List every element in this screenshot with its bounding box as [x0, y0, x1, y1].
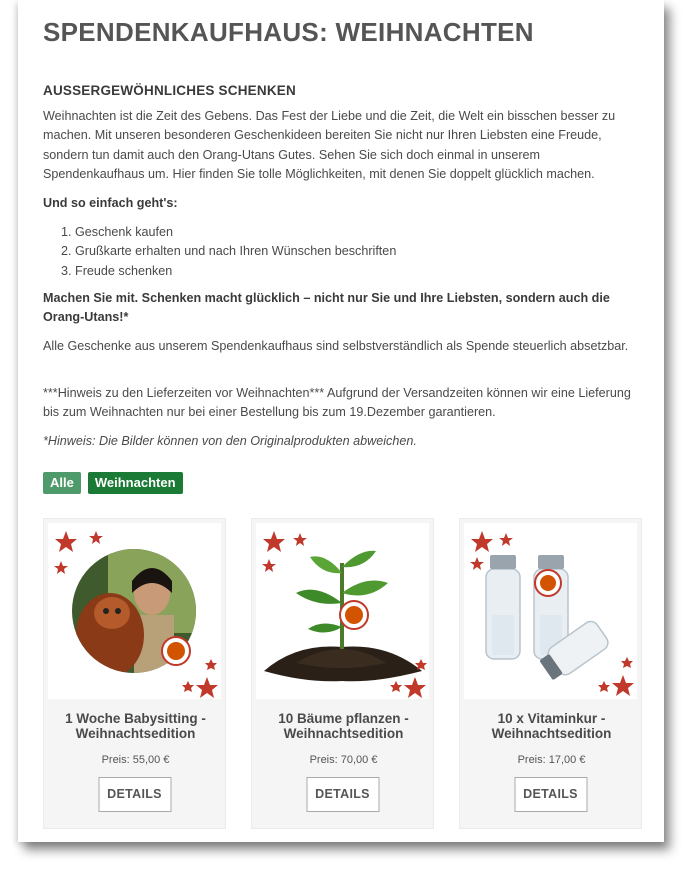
vitamin-vials-photo-icon[interactable] — [464, 523, 637, 699]
step-item: 2. Grußkarte erhalten und nach Ihren Wünschen beschriften — [75, 242, 643, 261]
product-price: Preis: 70,00 € — [309, 754, 378, 766]
product-card[interactable] — [251, 518, 434, 829]
tree-seedling-photo-icon[interactable] — [256, 523, 429, 699]
filter-christmas-button[interactable]: Weihnachten — [88, 472, 183, 494]
delivery-note: ***Hinweis zu den Lieferzeiten vor Weihnachten*** Aufgrund der Versandzeiten können wir eine Lieferung bis zum Weihnachten nur bei einer Bestellung bis zum 19.Dezember garantieren. — [43, 386, 631, 420]
page-title: SPENDENKAUFHAUS: WEIHNACHTEN — [43, 17, 534, 47]
product-title[interactable]: 1 Woche Babysitting - Weihnachtsedition — [65, 711, 206, 741]
step-item: 1. Geschenk kaufen — [75, 223, 643, 242]
intro-text: Weihnachten ist die Zeit des Gebens. Das Fest der Liebe und die Zeit, die Welt ein bisschen besser zu machen. Mit unseren besonderen Geschenkideen bereiten Sie nicht nur Ihren Liebsten eine Freude, sondern tun damit auch den Orang-Utans Gutes. Sehen Sie sich doch einmal in unserem Spendenkaufhaus um. Hier finden Sie tolle Möglichkeiten, mit denen Sie doppelt glücklich machen. — [43, 109, 616, 181]
call-to-action: Machen Sie mit. Schenken macht glücklich – nicht nur Sie und Ihre Liebsten, sondern auch die Orang-Utans!* — [43, 291, 610, 325]
image-note: *Hinweis: Die Bilder können von den Originalprodukten abweichen. — [43, 434, 417, 448]
category-filters — [43, 472, 183, 494]
product-title[interactable]: 10 Bäume pflanzen - Weihnachtsedition — [278, 711, 409, 741]
details-button[interactable]: DETAILS — [514, 777, 587, 812]
details-button[interactable]: DETAILS — [306, 777, 379, 812]
product-price: Preis: 55,00 € — [101, 754, 170, 766]
tax-note: Alle Geschenke aus unserem Spendenkaufhaus sind selbstverständlich als Spende steuerlich absetzbar. — [43, 339, 629, 353]
product-price: Preis: 17,00 € — [517, 754, 586, 766]
product-card[interactable] — [459, 518, 642, 829]
babysitting-photo-icon[interactable] — [48, 523, 221, 699]
product-card[interactable] — [43, 518, 226, 829]
details-button[interactable]: DETAILS — [98, 777, 171, 812]
filter-all-button[interactable]: Alle — [43, 472, 81, 494]
page-container — [18, 0, 664, 842]
step-item: 3. Freude schenken — [75, 262, 643, 281]
section-heading: AUSSERGEWÖHNLICHES SCHENKEN — [43, 83, 296, 98]
product-title[interactable]: 10 x Vitaminkur - Weihnachtsedition — [491, 711, 612, 741]
steps-heading: Und so einfach geht's: — [43, 196, 178, 210]
steps-list — [43, 223, 643, 281]
